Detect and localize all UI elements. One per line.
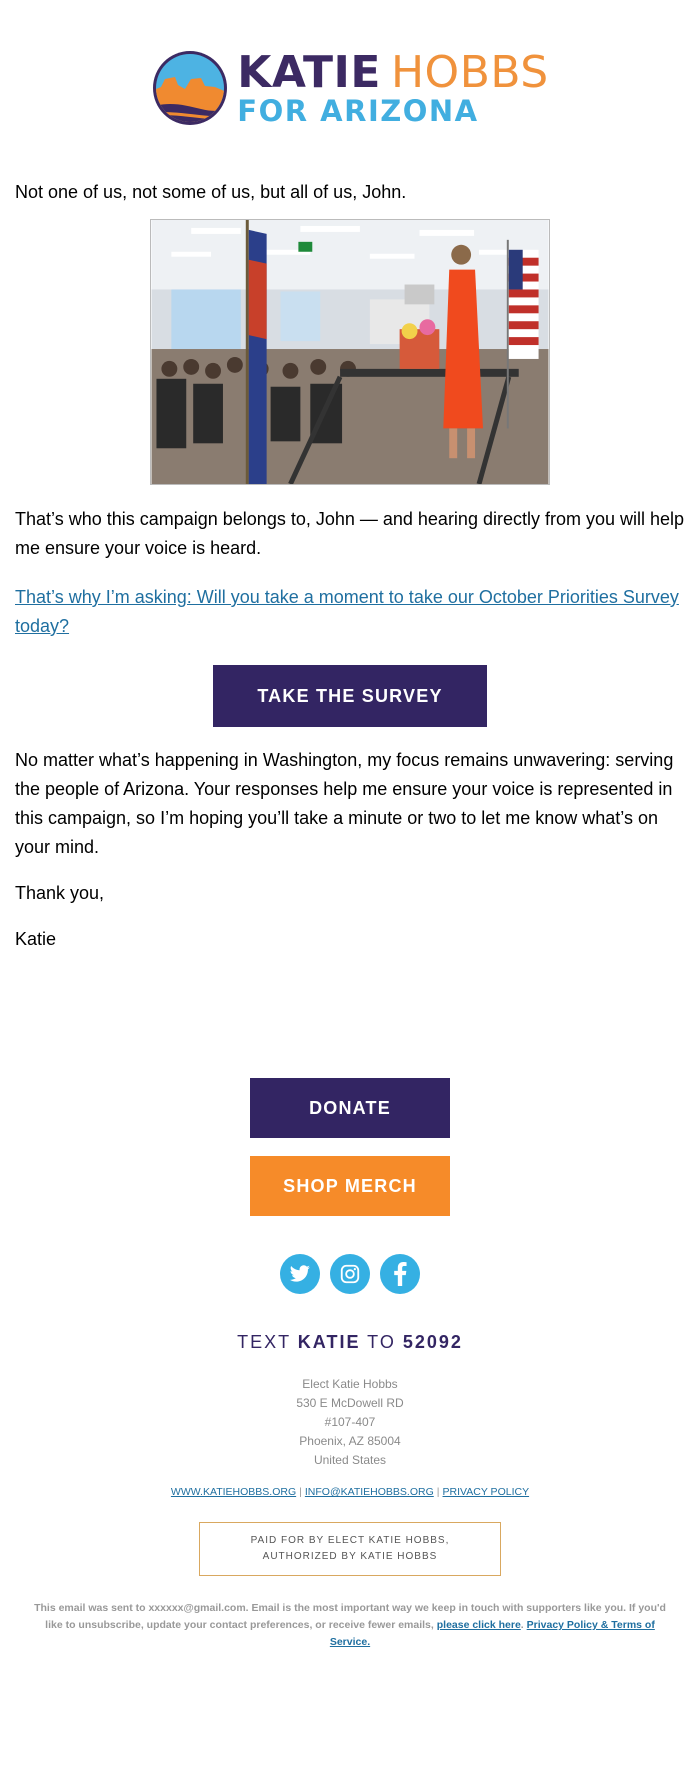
privacy-policy-link[interactable]: PRIVACY POLICY (442, 1486, 530, 1498)
campaign-logo[interactable] (151, 46, 549, 128)
disclaimer-text: This email was sent to xxxxxx@gmail.com. Email is the most important way we keep in touch with supporters like you. If you'd like to unsubscribe, update your contact preferences, or receive fewer emails, (34, 1602, 666, 1631)
privacy-terms-link[interactable]: Privacy Policy & Terms of Service. (329, 1619, 655, 1648)
logo-name-first: KATIE (237, 46, 381, 98)
text-number: 52092 (402, 1332, 463, 1352)
text-to-donate (0, 1332, 700, 1353)
mailing-address (0, 1375, 700, 1470)
twitter-icon[interactable] (280, 1254, 320, 1294)
address-name: Elect Katie Hobbs (302, 1377, 398, 1391)
text-to: TO (367, 1332, 396, 1352)
paid-for-line2: AUTHORIZED BY KATIE HOBBS (262, 1551, 438, 1562)
text-prefix: TEXT (237, 1332, 291, 1352)
email-body (0, 178, 700, 954)
greeting-text: Not one of us, not some of us, but all of us, John. (15, 182, 407, 202)
donate-button[interactable]: DONATE (250, 1078, 450, 1138)
text-keyword: KATIE (297, 1332, 361, 1352)
paid-for-disclaimer (199, 1522, 501, 1576)
signature-text: Katie (15, 929, 57, 949)
logo-tagline: FOR ARIZONA (237, 93, 479, 128)
email-link[interactable]: INFO@KATIEHOBBS.ORG (304, 1486, 434, 1498)
campaign-event-photo[interactable] (150, 219, 550, 485)
take-survey-button[interactable]: TAKE THE SURVEY (213, 665, 487, 727)
logo-name-last: HOBBS (390, 46, 549, 98)
website-link[interactable]: WWW.KATIEHOBBS.ORG (170, 1486, 297, 1498)
footer (0, 954, 700, 1651)
address-suite: #107-407 (324, 1415, 376, 1429)
address-street: 530 E McDowell RD (296, 1396, 404, 1410)
paragraph-focus: No matter what’s happening in Washington, my focus remains unwavering: serving the people of Arizona. Your responses help me ensure your voice is represented in this campaign, so I’m hoping you’ll take a minute or two to let me know what’s on your mind. (15, 750, 674, 857)
address-city: Phoenix, AZ 85004 (299, 1434, 401, 1448)
closing-text: Thank you, (15, 883, 105, 903)
unsubscribe-link[interactable]: please click here (436, 1619, 521, 1631)
footer-links: WWW.KATIEHOBBS.ORG | INFO@KATIEHOBBS.ORG | PRIVACY POLICY (170, 1486, 530, 1498)
instagram-icon[interactable] (330, 1254, 370, 1294)
paid-for-line1: PAID FOR BY ELECT KATIE HOBBS, (250, 1535, 450, 1546)
header (0, 0, 700, 170)
facebook-icon[interactable] (380, 1254, 420, 1294)
arizona-landscape-logo-icon (151, 49, 229, 127)
shop-merch-button[interactable]: SHOP MERCH (250, 1156, 450, 1216)
survey-link[interactable]: That’s why I’m asking: Will you take a moment to take our October Priorities Survey today? (15, 587, 679, 636)
paragraph-campaign: That’s who this campaign belongs to, John — and hearing directly from you will help me ensure your voice is heard. (15, 509, 685, 558)
address-country: United States (313, 1453, 387, 1467)
email-disclaimer: This email was sent to xxxxxx@gmail.com. Email is the most important way we keep in touch with supporters like you. If you'd like to unsubscribe, update your contact preferences, or receive fewer emails, please click here. Privacy Policy & Terms of Service. (34, 1602, 666, 1648)
social-links (0, 1254, 700, 1294)
